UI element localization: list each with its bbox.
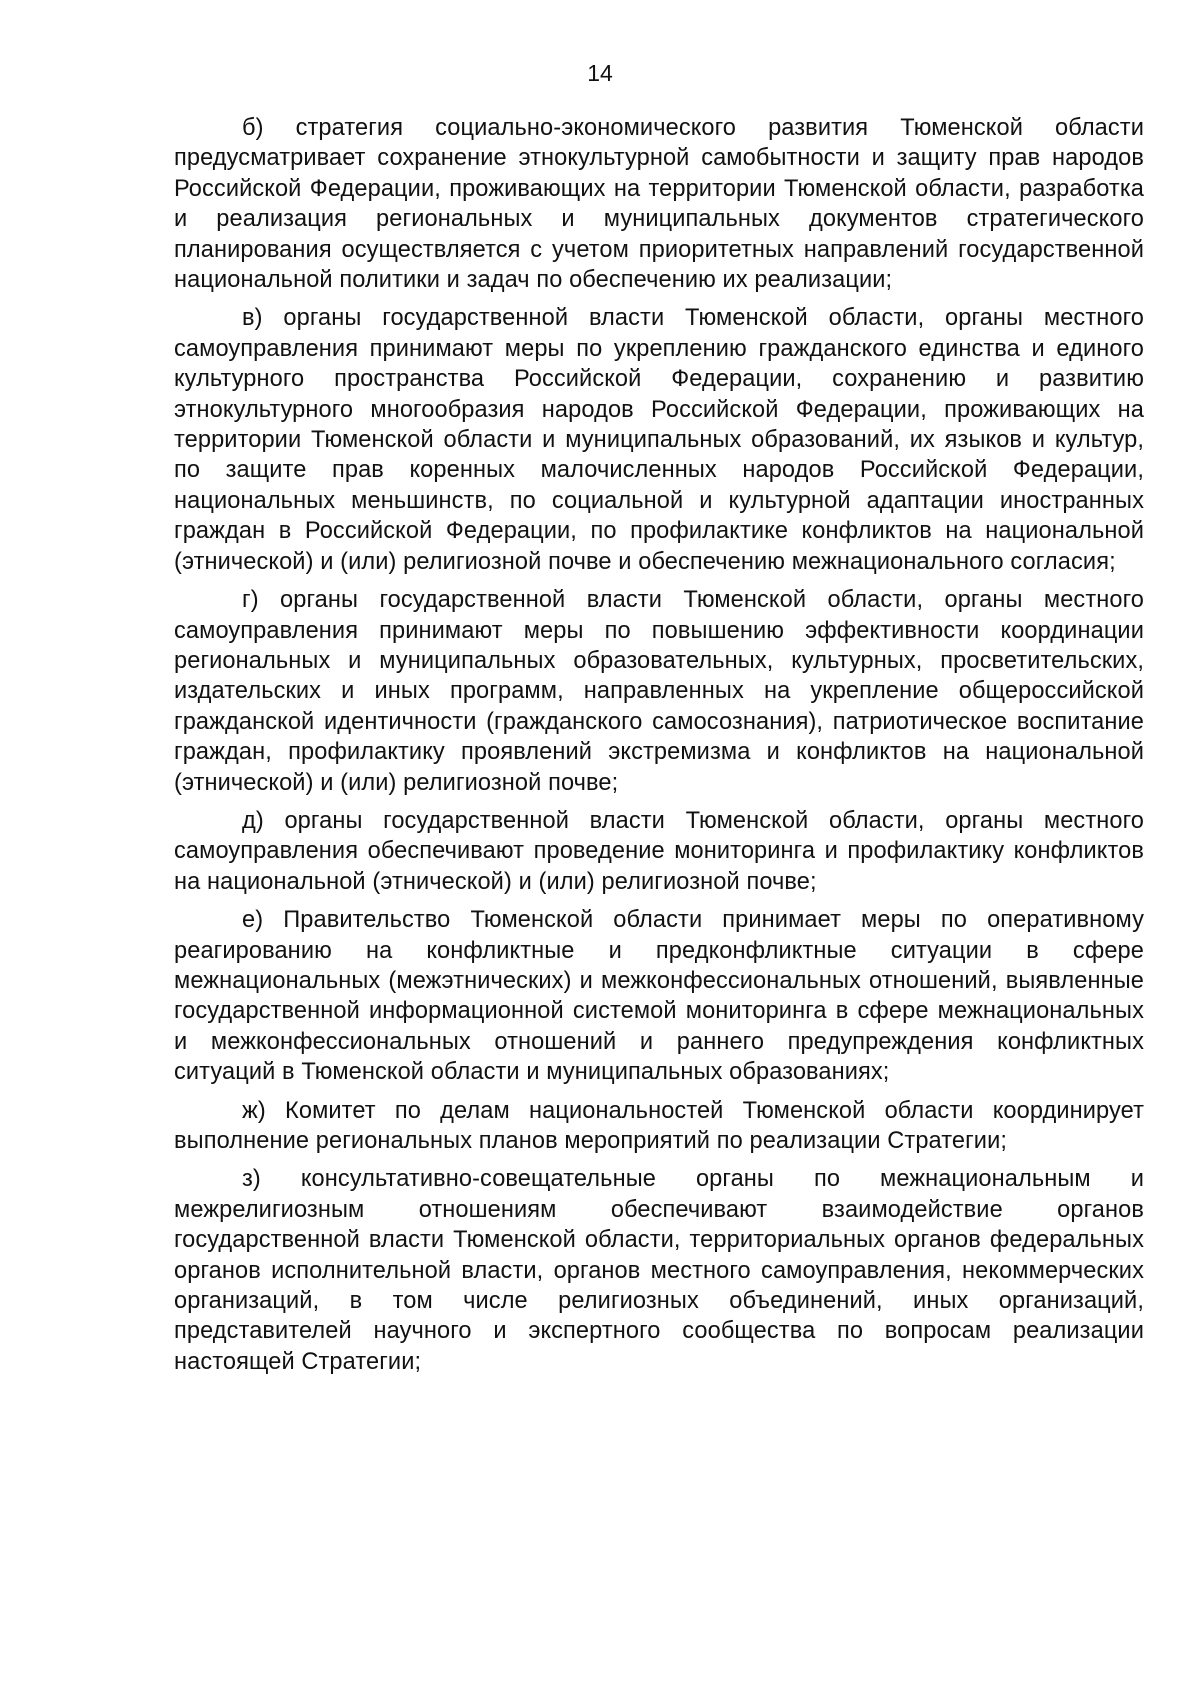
document-body xyxy=(174,113,1144,1385)
page-number: 14 xyxy=(587,60,613,86)
paragraph-zh: ж) Комитет по делам национальностей Тюменской области координирует выполнение региональных планов мероприятий по реализации Стратегии; xyxy=(174,1097,1144,1154)
paragraph-e: е) Правительство Тюменской области принимает меры по оперативному реагированию на конфликтные и предконфликтные ситуации в сфере межнациональных (межэтнических) и межконфессиональных отношений, выявленные государственной информационной системой мониторинга в сфере межнациональных и межконфессиональных отношений и раннего предупреждения конфликтных ситуаций в Тюменской области и муниципальных образованиях; xyxy=(174,907,1144,1086)
paragraph-v: в) органы государственной власти Тюменской области, органы местного самоуправления принимают меры по укреплению гражданского единства и единого культурного пространства Российской Федерации, сохранению и развитию этнокультурного многообразия народов Российской Федерации, проживающих на территории Тюменской области и муниципальных образований, их языков и культур, по защите прав коренных малочисленных народов Российской Федерации, национальных меньшинств, по социальной и культурной адаптации иностранных граждан в Российской Федерации, по профилактике конфликтов на национальной (этнической) и (или) религиозной почве и обеспечению межнационального согласия; xyxy=(174,305,1144,575)
paragraph-b: б) стратегия социально-экономического развития Тюменской области предусматривает сохранение этнокультурной самобытности и защиту прав народов Российской Федерации, проживающих на территории Тюменской области, разработка и реализация региональных и муниципальных документов стратегического планирования осуществляется с учетом приоритетных направлений государственной национальной политики и задач по обеспечению их реализации; xyxy=(174,115,1144,294)
paragraph-d: д) органы государственной власти Тюменской области, органы местного самоуправления обеспечивают проведение мониторинга и профилактику конфликтов на национальной (этнической) и (или) религиозной почве; xyxy=(174,807,1144,895)
paragraph-g: г) органы государственной власти Тюменской области, органы местного самоуправления принимают меры по повышению эффективности координации региональных и муниципальных образовательных, культурных, просветительских, издательских и иных программ, направленных на укрепление общероссийской гражданской идентичности (гражданского самосознания), патриотическое воспитание граждан, профилактику проявлений экстремизма и конфликтов на национальной (этнической) и (или) религиозной почве; xyxy=(174,587,1144,796)
paragraph-z: з) консультативно-совещательные органы по межнациональным и межрелигиозным отношениям обеспечивают взаимодействие органов государственной власти Тюменской области, территориальных органов федеральных органов исполнительной власти, органов местного самоуправления, некоммерческих организаций, в том числе религиозных объединений, иных организаций, представителей научного и экспертного сообщества по вопросам реализации настоящей Стратегии; xyxy=(174,1166,1144,1375)
